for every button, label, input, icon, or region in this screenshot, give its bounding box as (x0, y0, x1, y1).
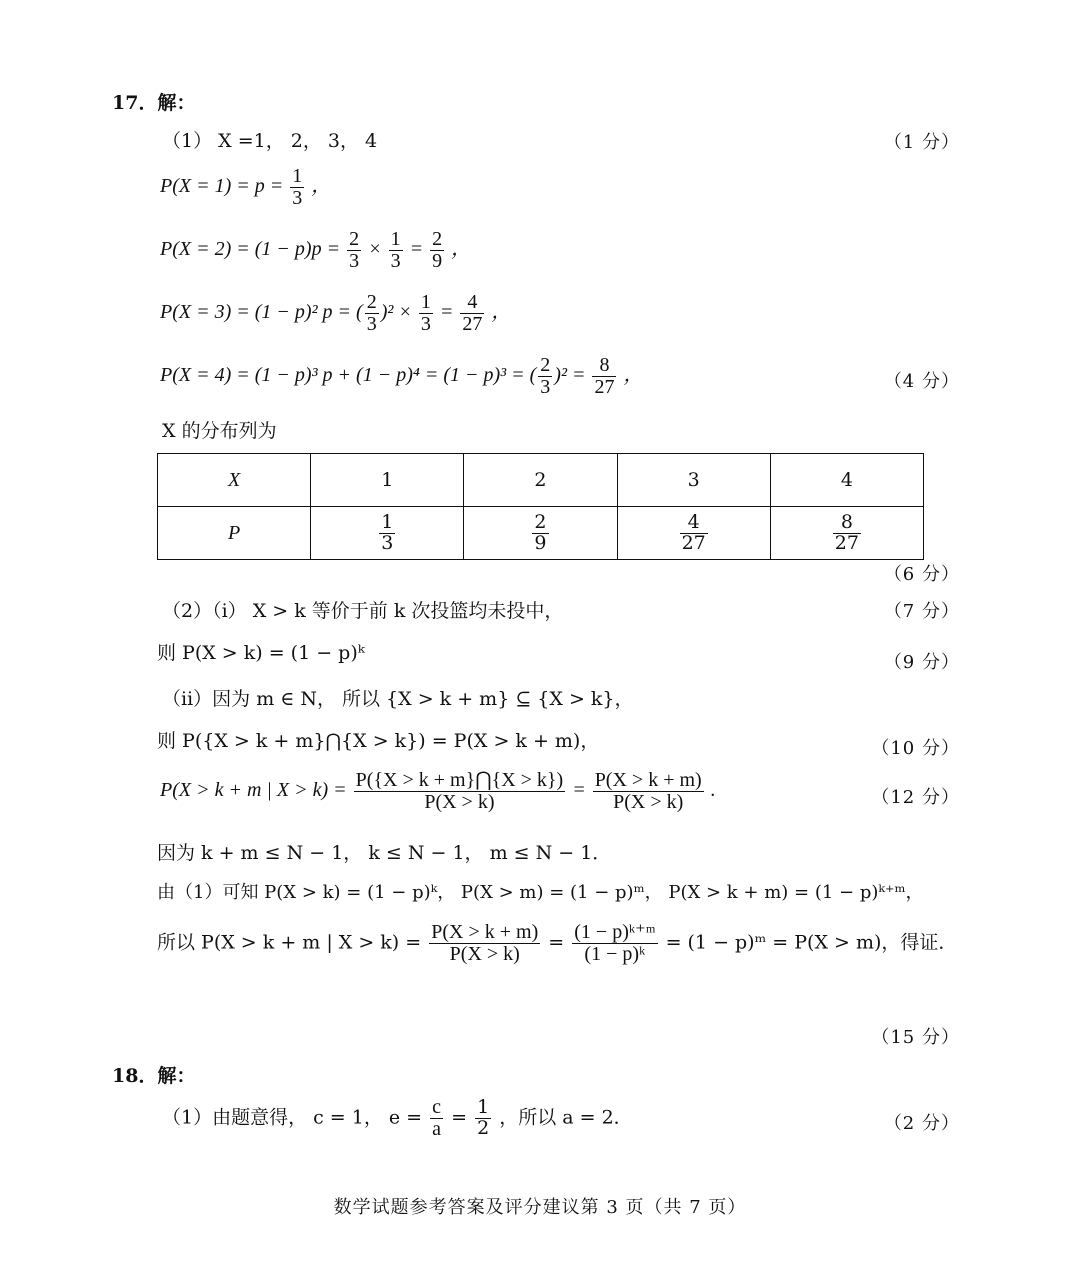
table-cell: 1 (311, 454, 464, 507)
q17-because-line: 因为 k + m ≤ N − 1， k ≤ N − 1， m ≤ N − 1． (157, 842, 612, 864)
q17-values-score: （1 分） (883, 132, 960, 153)
q17-conditional-formula: P(X > k + m | X > k) = $\frac{P(\{X > k + m\}⋂\{X > k\})}{P(X > k)}$ = $\frac{P(X > k + m)}{P(X > k)}$ . (160, 769, 716, 813)
q17-p2-formula: P(X = 2) = (1 − p)p = $\frac{2}{3}$ × $\frac{1}{3}$ = $\frac{2}{9}$ ， (160, 228, 472, 272)
page-footer: 数学试题参考答案及评分建议第 3 页（共 7 页） (333, 1197, 747, 1218)
q17-p4-formula: P(X = 4) = (1 − p)³ p + (1 − p)⁴ = (1 − p)³ = ( $\frac{2}{3}$ )² = $\frac{8}{27}$ ， (160, 354, 644, 398)
q17-heading: 17．解： (112, 92, 196, 114)
q17-part2-intersection: 则 P({X > k + m}⋂{X > k}) = P(X > k + m)， (157, 730, 600, 752)
q17-final-score: （15 分） (871, 1027, 960, 1048)
q17-p3-formula: P(X = 3) = (1 − p)² p = ( $\frac{2}{3}$ )² × $\frac{1}{3}$ = $\frac{4}{27}$ ， (160, 291, 512, 335)
q17-final-formula: 所以 P(X > k + m | X > k) = $\frac{P(X > k + m)}{P(X > k)}$ = $\frac{\text{(1 − p)ᵏ⁺ᵐ}}{\text{(1 − p)ᵏ}}$ = (1 − p)ᵐ = P(X > m)，得证． (157, 921, 958, 965)
q17-part2-intersection-score: （10 分） (871, 738, 960, 759)
table-cell: 3 (617, 454, 770, 507)
table-header-p: P (158, 507, 311, 560)
q17-values-line: （1） X =1， 2， 3， 4 (162, 130, 378, 152)
table-row (158, 507, 924, 560)
q17-p1-formula: P(X = 1) = p = $\frac{1}{3}$ ， (160, 165, 332, 209)
q18-part1-score: （2 分） (883, 1113, 960, 1134)
q17-part2-i: （2）（ⅰ） X > k 等价于前 k 次投篮均未投中， (162, 600, 564, 622)
q17-from-part1-line: 由（1）可知 P(X > k) = (1 − p)ᵏ， P(X > m) = (1 − p)ᵐ， P(X > k + m) = (1 − p)ᵏ⁺ᵐ， (157, 882, 924, 903)
q17-p4-score: （4 分） (883, 371, 960, 392)
q17-part2-ii: （ⅱ）因为 m ∈ N， 所以 {X > k + m} ⊆ {X > k}， (162, 688, 634, 710)
p1-fraction: $\frac{1}{3}$ (292, 165, 303, 209)
table-cell: $\frac{1}{3}$ (311, 507, 464, 560)
q17-part2-i-score: （7 分） (883, 601, 960, 622)
table-header-x: X (158, 454, 311, 507)
table-cell: 2 (464, 454, 617, 507)
table-row (158, 454, 924, 507)
q18-part1-formula: （1）由题意得， c = 1， e = $\frac{c}{a}$ = $\frac{1}{2}$ ，所以 a = 2． (162, 1096, 633, 1140)
q17-dist-title: X 的分布列为 (162, 420, 277, 442)
table-cell: 4 (770, 454, 923, 507)
table-cell: $\frac{2}{9}$ (464, 507, 617, 560)
p1-left: P(X = 1) = p = (160, 175, 284, 198)
table-cell: $\frac{4}{27}$ (617, 507, 770, 560)
table-cell: $\frac{8}{27}$ (770, 507, 923, 560)
q18-heading: 18．解： (112, 1065, 196, 1087)
q17-part2-i-result-score: （9 分） (883, 652, 960, 673)
q17-part2-i-result: 则 P(X > k) = (1 − p)ᵏ (157, 642, 365, 664)
q17-conditional-score: （12 分） (871, 787, 960, 808)
distribution-table (157, 453, 924, 560)
q17-table-score: （6 分） (883, 564, 960, 585)
